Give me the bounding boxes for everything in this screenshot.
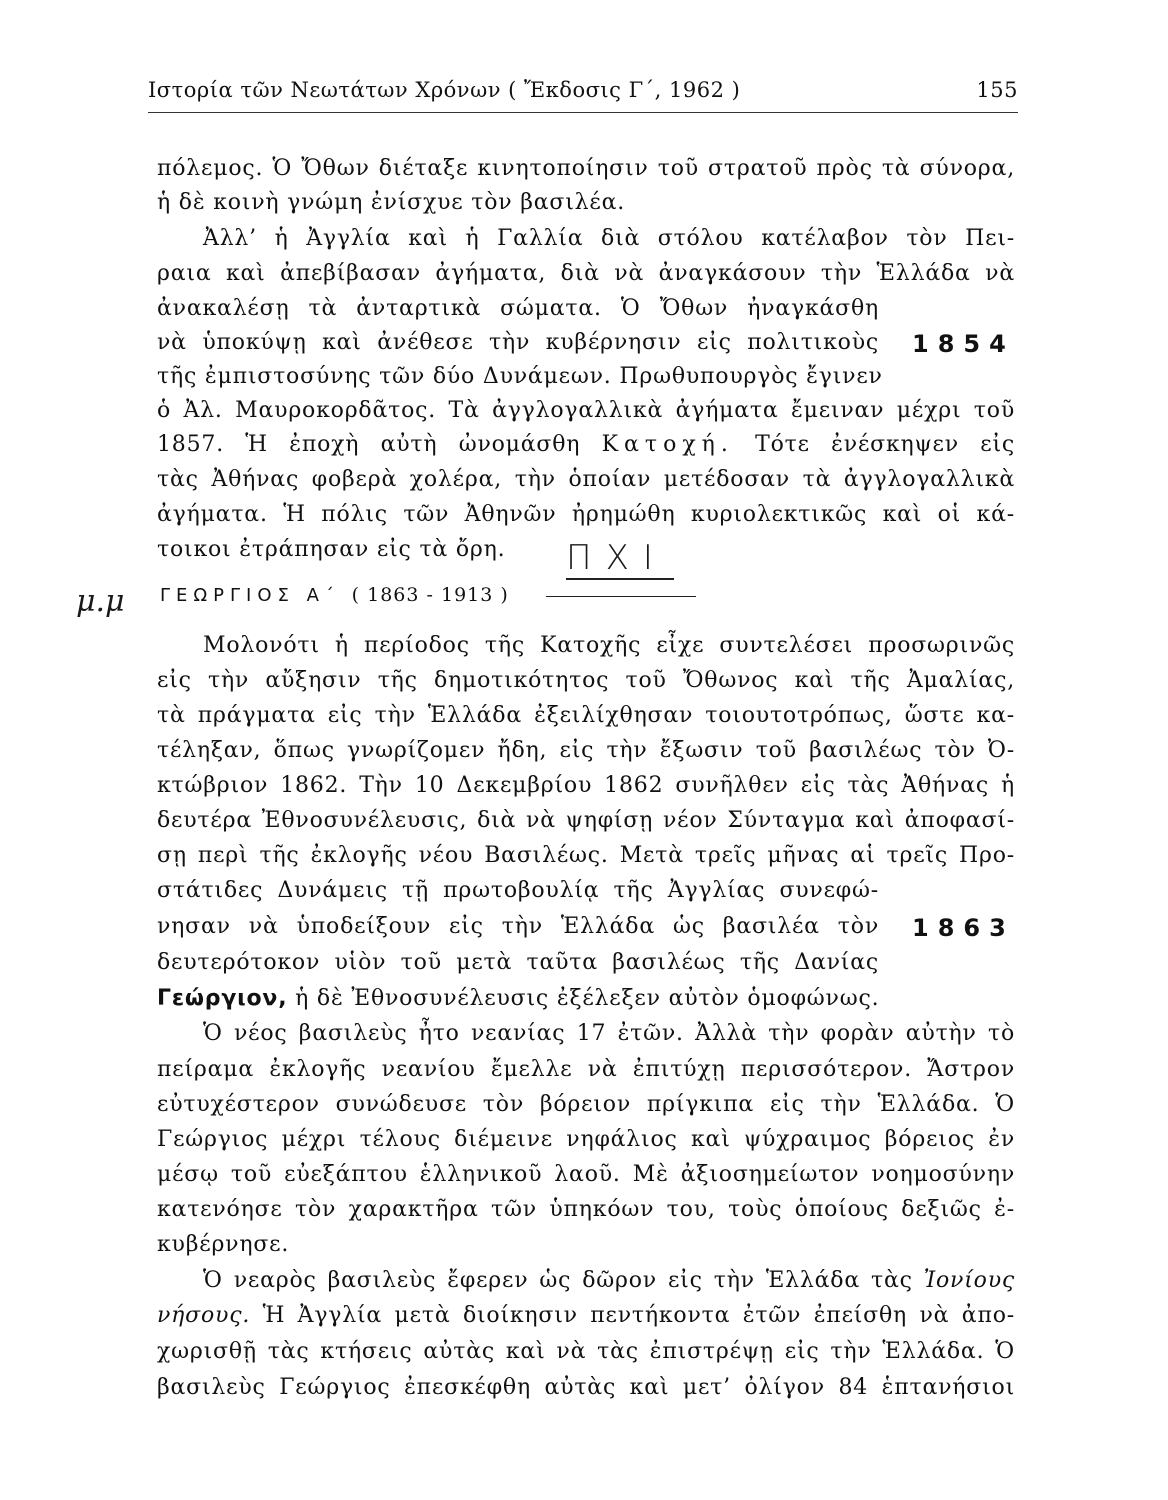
text-line-katochi [157,432,1015,457]
text-line-ionious [203,1268,1015,1293]
handwritten-mm: μ.μ [76,584,125,619]
text-line: βασιλεὺς Γεώργιος ἐπεσκέφθη αὐτὰς καὶ μετ’ ὀλίγον 84 ἑπτανήσιοι [157,1375,1015,1400]
running-header [148,72,1018,113]
margin-year-1863: 1863 [912,914,1015,942]
text-line: χωρισθῇ τὰς κτήσεις αὐτὰς καὶ νὰ τὰς ἐπιστρέψῃ εἰς τὴν Ἑλλάδα. Ὁ [157,1339,1015,1364]
text-line: Ἀλλ’ ἡ Ἀγγλία καὶ ἡ Γαλλία διὰ στόλου κατέλαβον τὸν Πει- [203,226,1015,251]
text-line: Ὁ νέος βασιλεὺς ἦτο νεανίας 17 ἐτῶν. Ἀλλὰ τὴν φορὰν αὐτὴν τὸ [203,1021,1015,1046]
section-heading [160,584,509,606]
text-line: ὁ Ἀλ. Μαυροκορδᾶτος. Τὰ ἀγγλογαλλικὰ ἀγήματα ἔμειναν μέχρι τοῦ [157,398,1015,423]
text-line: μέσῳ τοῦ εὐεξάπτου ἑλληνικοῦ λαοῦ. Μὲ ἀξιοσημείωτον νοημοσύνην [157,1162,1015,1187]
margin-year-1854: 1854 [912,330,1015,358]
text-line: Γεώργιος μέχρι τέλους διέμεινε νηφάλιος καὶ ψύχραιμος βόρειος ἐν [157,1127,1015,1152]
text-line: νὰ ὑποκύψῃ καὶ ἀνέθεσε τὴν κυβέρνησιν εἰς πολιτικοὺς [157,330,879,355]
text-segment: Τότε ἐνέσκηψεν εἰς [755,432,1015,457]
text-line: στάτιδες Δυνάμεις τῇ πρωτοβουλίᾳ τῆς Ἀγγλίας συνεφώ- [157,878,879,903]
italic-term: νήσους. [157,1303,251,1328]
heading-dates: ( 1863 - 1913 ) [351,584,509,606]
text-line: τὰς Ἀθήνας φοβερὰ χολέρα, τὴν ὁποίαν μετέδοσαν τὰ ἀγγλογαλλικὰ [157,467,1015,492]
text-line: τοικοι ἐτράπησαν εἰς τὰ ὄρη. [157,537,506,562]
text-line: δευτερότοκον υἱὸν τοῦ μετὰ ταῦτα βασιλέως τῆς Δανίας [157,950,879,975]
text-line: δευτέρα Ἐθνοσυνέλευσις, διὰ νὰ ψηφίσῃ νέον Σύνταγμα καὶ ἀποφασί- [157,808,1015,833]
text-line: τῆς ἐμπιστοσύνης τῶν δύο Δυνάμεων. Πρωθυπουργὸς ἔγινεν [157,364,883,389]
handwritten-underline [566,578,674,580]
heading-title: ΓΕΩΡΓΙΟΣ Α΄ [160,585,340,606]
text-line: σῃ περὶ τῆς ἐκλογῆς νέου Βασιλέως. Μετὰ τρεῖς μῆνας αἱ τρεῖς Προ- [157,843,1015,868]
text-line-georgion [157,986,879,1011]
text-line: Μολονότι ἡ περίοδος τῆς Κατοχῆς εἶχε συντελέσει προσωρινῶς [203,633,1015,658]
katochi-term: Κατοχή. [601,432,734,457]
page-number: 155 [976,78,1018,102]
text-segment: Ὁ νεαρὸς βασιλεὺς ἔφερεν ὡς δῶρον εἰς τὴν Ἑλλάδα τὰς [203,1268,913,1293]
text-segment: ἡ δὲ Ἐθνοσυνέλευσις ἐξέλεξεν αὐτὸν ὁμοφώνως. [295,986,880,1011]
text-line: κτώβριον 1862. Τὴν 10 Δεκεμβρίου 1862 συνῆλθεν εἰς τὰς Ἀθήνας ἡ [157,773,1015,798]
text-line: τέληξαν, ὅπως γνωρίζομεν ἤδη, εἰς τὴν ἔξωσιν τοῦ βασιλέως τὸν Ὀ- [157,738,1015,763]
text-line: κατενόησε τὸν χαρακτῆρα τῶν ὑπηκόων του, τοὺς ὁποίους δεξιῶς ἐ- [157,1197,1015,1222]
text-line: πείραμα ἐκλογῆς νεανίου ἔμελλε νὰ ἐπιτύχῃ περισσότερον. Ἄστρον [157,1057,1015,1082]
text-line: τὰ πράγματα εἰς τὴν Ἑλλάδα ἐξειλίχθησαν τοιουτοτρόπως, ὥστε κα- [157,703,1015,728]
text-line: κυβέρνησε. [157,1232,290,1257]
running-title: Ιστορία τῶν Νεωτάτων Χρόνων ( Ἔκδοσις Γ΄, 1962 ) [148,78,741,102]
text-line: ἡ δὲ κοινὴ γνώμη ἐνίσχυε τὸν βασιλέα. [157,190,626,215]
text-line-nisous [157,1303,1015,1328]
text-line: ραια καὶ ἀπεβίβασαν ἀγήματα, διὰ νὰ ἀναγκάσουν τὴν Ἑλλάδα νὰ [157,261,1015,286]
handwritten-pxi: ΠΧΙ [566,538,667,578]
text-line: νησαν νὰ ὑποδείξουν εἰς τὴν Ἑλλάδα ὡς βασιλέα τὸν [157,914,879,939]
text-segment: 1857. Ἡ ἐποχὴ αὐτὴ ὠνομάσθη [157,432,581,457]
text-line: πόλεμος. Ὁ Ὄθων διέταξε κινητοποίησιν τοῦ στρατοῦ πρὸς τὰ σύνορα, [157,156,1015,181]
name-georgion: Γεώργιον, [157,986,288,1011]
italic-term: Ἰονίους [923,1268,1015,1293]
text-segment: Ἡ Ἀγγλία μετὰ διοίκησιν πεντήκοντα ἐτῶν ἐπείσθη νὰ ἀπο- [262,1303,1015,1328]
text-line: ἀγήματα. Ἡ πόλις τῶν Ἀθηνῶν ἠρημώθη κυριολεκτικῶς καὶ οἱ κά- [157,502,1015,527]
heading-rule [546,596,696,597]
text-line: ἀνακαλέσῃ τὰ ἀνταρτικὰ σώματα. Ὁ Ὄθων ἠναγκάσθη [157,296,879,321]
text-line: εἰς τὴν αὔξησιν τῆς δημοτικότητος τοῦ Ὄθωνος καὶ τῆς Ἀμαλίας, [157,668,1015,693]
text-line: εὐτυχέστερον συνώδευσε τὸν βόρειον πρίγκιπα εἰς τὴν Ἑλλάδα. Ὁ [157,1092,1015,1117]
